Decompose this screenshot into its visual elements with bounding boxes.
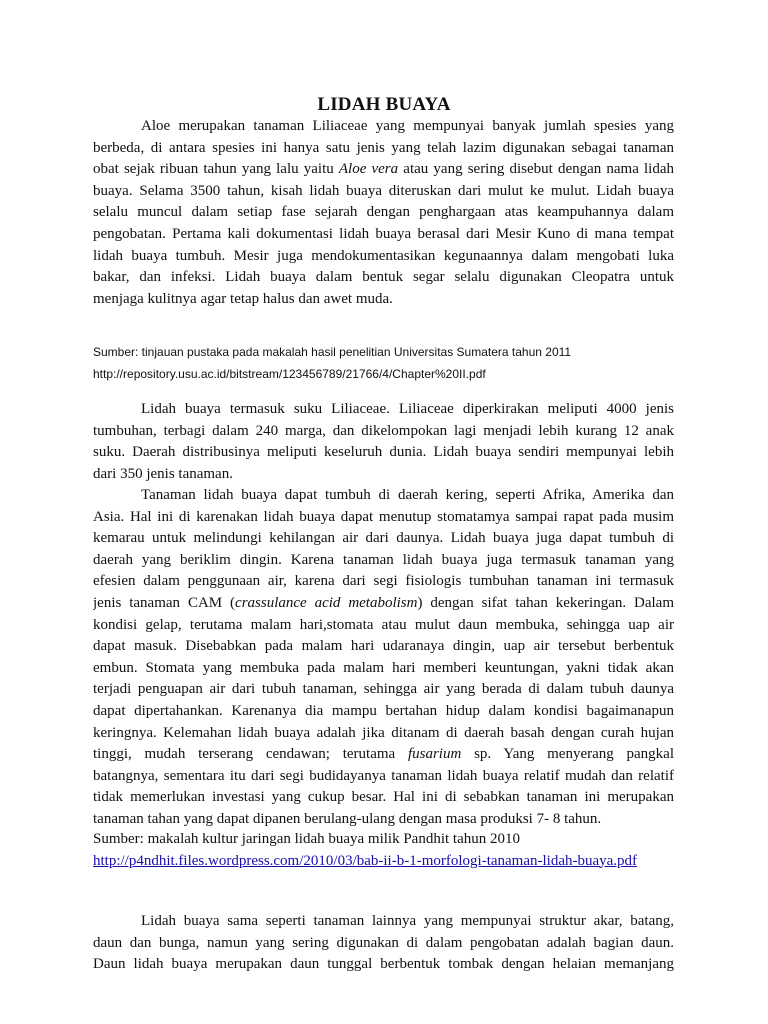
text-line: tidak memerlukan investasi yang cukup besar. Hal ini di sebabkan tanaman ini merupakan bbox=[93, 789, 674, 806]
paragraph-liliaceae bbox=[93, 399, 674, 485]
text-line: Asia. Hal ini di karenakan lidah buaya dapat menutup stomatamya sampai rapat pada musim bbox=[93, 508, 674, 525]
text-line: dapat masuk. Disebabkan pada malam hari udaranaya dingin, uap air tersebut berbentuk bbox=[93, 638, 674, 655]
text-line: daerah yang beriklim dingin. Karena tanaman lidah buaya juga termasuk tanaman yang bbox=[93, 551, 674, 568]
text-line: pengobatan. Pertama kali dokumentasi lidah buaya berasal dari Mesir Kuno di mana tempat bbox=[93, 225, 674, 242]
source-text: Sumber: makalah kultur jaringan lidah buaya milik Pandhit tahun 2010 bbox=[93, 831, 521, 847]
text-line: tumbuhan, terbagi dalam 240 marga, dan dikelompokan lagi menjadi lebih kurang 12 anak bbox=[93, 422, 674, 439]
paragraph-structure bbox=[93, 911, 674, 976]
text-line: Lidah buaya sama seperti tanaman lainnya yang mempunyai struktur akar, batang, bbox=[141, 913, 674, 929]
text-line: Lidah buaya termasuk suku Liliaceae. Liliaceae diperkirakan meliputi 4000 jenis bbox=[141, 401, 674, 417]
text-line: embun. Stomata yang membuka pada malam hari memberi keuntungan, yakni tidak akan bbox=[93, 659, 674, 676]
text-line: keringnya. Kelemahan lidah buaya adalah jika ditanam di daerah basah dengan curah hujan bbox=[93, 724, 674, 741]
text-line: batangnya, sementara itu dari segi budidayanya tanaman lidah buaya relatif mudah dan relatif bbox=[93, 767, 674, 784]
document-title: LIDAH BUAYA bbox=[317, 94, 451, 115]
text-line: kondisi gelap, terutama malam hari,stomata atau mulut daun membuka, sehingga uap air bbox=[93, 616, 674, 633]
source-citation-1 bbox=[93, 341, 674, 385]
text-line: selalu muncul dalam setiap fase sejarah dengan penghargaan atas keampuhannya dalam bbox=[93, 204, 674, 221]
paragraph-aloe-intro bbox=[93, 116, 674, 310]
text-line: suku. Daerah distribusinya meliputi keseluruh dunia. Lidah buaya sendiri mempunyai lebih bbox=[93, 444, 674, 461]
text-line: menjaga kulitnya agar tetap halus dan awet muda. bbox=[93, 290, 393, 307]
text-line: bakar, dan infeksi. Lidah buaya dalam bentuk segar selalu digunakan Cleopatra untuk bbox=[93, 269, 674, 286]
text-line: efesien dalam penggunaan air, karena dari segi fisiologis tumbuhan tanaman ini termasuk bbox=[93, 573, 674, 590]
text-line: terjadi penguapan air dari tubuh tanaman, sehingga air yang berada di dalam tubuh daunya bbox=[93, 681, 674, 698]
source-citation-2 bbox=[93, 829, 674, 872]
text-line: jenis tanaman CAM (crassulance acid metabolism) dengan sifat tahan kekeringan. Dalam bbox=[93, 594, 674, 611]
source-link-text[interactable]: http://p4ndhit.files.wordpress.com/2010/03/bab-ii-b-1-morfologi-tanaman-lidah-buaya.pdf bbox=[93, 852, 638, 869]
text-line: dari 350 jenis tanaman. bbox=[93, 465, 233, 482]
text-line: tinggi, mudah terserang cendawan; terutama fusarium sp. Yang menyerang pangkal bbox=[93, 746, 674, 763]
text-line: lidah buaya tumbuh. Mesir juga mendokumentasikan kegunaannya dalam mengobati luka bbox=[93, 247, 674, 264]
text-line: kemarau untuk melindungi kehilangan air dari daunya. Lidah buaya juga dapat tumbuh di bbox=[93, 530, 674, 547]
text-line: dapat dipertahankan. Karenanya dia mampu bertahan hidup dalam kondisi bagaimanapun bbox=[93, 702, 674, 719]
source-url: http://repository.usu.ac.id/bitstream/123456789/21766/4/Chapter%20II.pdf bbox=[93, 367, 486, 381]
text-line: Aloe merupakan tanaman Liliaceae yang mempunyai banyak jumlah spesies yang bbox=[141, 118, 674, 134]
paragraph-growth-conditions bbox=[93, 485, 674, 831]
text-line: daun dan bunga, namun yang sering digunakan di dalam pengobatan adalah bagian daun. bbox=[93, 934, 674, 951]
text-line: obat sejak ribuan tahun yang lalu yaitu Aloe vera atau yang sering disebut dengan nama lidah bbox=[93, 161, 674, 178]
source-link[interactable] bbox=[93, 851, 674, 873]
text-line: Daun lidah buaya merupakan daun tunggal berbentuk tombak dengan helaian memanjang bbox=[93, 956, 674, 973]
text-line: tanaman tahan yang dapat dipanen berulang-ulang dengan masa produksi 7- 8 tahun. bbox=[93, 810, 602, 827]
text-line: berbeda, di antara spesies ini hanya satu jenis yang telah lazim digunakan sebagai tanaman bbox=[93, 139, 674, 156]
text-line: Tanaman lidah buaya dapat tumbuh di daerah kering, seperti Afrika, Amerika dan bbox=[141, 487, 674, 503]
source-text: Sumber: tinjauan pustaka pada makalah hasil penelitian Universitas Sumatera tahun 2011 bbox=[93, 345, 572, 359]
text-line: buaya. Selama 3500 tahun, kisah lidah buaya diteruskan dari mulut ke mulut. Lidah buaya bbox=[93, 182, 674, 199]
